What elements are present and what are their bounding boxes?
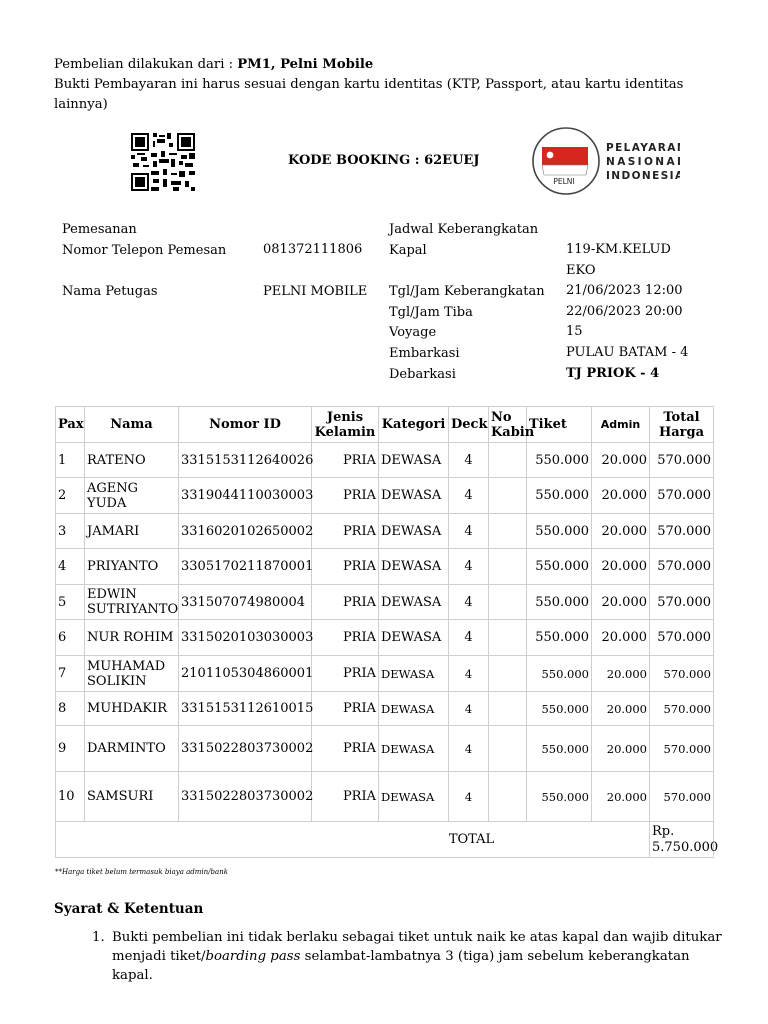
cell-kabin — [489, 585, 527, 620]
cell-total: 570.000 — [650, 692, 714, 726]
depart-value: 21/06/2023 12:00 — [566, 283, 683, 299]
pelni-logo — [530, 125, 680, 197]
purchase-source: PM1, Pelni Mobile — [237, 57, 374, 72]
cell-kabin — [489, 478, 527, 514]
cell-total: 570.000 — [650, 514, 714, 549]
cell-kategori: DEWASA — [379, 443, 449, 478]
table-header-row — [56, 407, 714, 443]
cell-kategori: DEWASA — [379, 549, 449, 585]
cell-total: 570.000 — [650, 549, 714, 585]
depart-label: Tgl/Jam Keberangkatan — [389, 284, 545, 300]
ship-label: Kapal — [389, 242, 427, 258]
cell-pax: 1 — [56, 443, 85, 478]
cell-kabin — [489, 620, 527, 656]
embark-label: Embarkasi — [389, 345, 460, 361]
cell-tiket: 550.000 — [527, 692, 592, 726]
cell-kabin — [489, 656, 527, 692]
cell-kabin — [489, 726, 527, 772]
cell-pax: 2 — [56, 478, 85, 514]
cell-nomor-id: 331507074980004 — [179, 585, 312, 620]
table-row — [56, 549, 714, 585]
cell-nama: NUR ROHIM — [85, 620, 179, 656]
cell-admin: 20.000 — [592, 549, 650, 585]
cell-total: 570.000 — [650, 726, 714, 772]
cell-deck: 4 — [449, 514, 489, 549]
cell-kabin — [489, 692, 527, 726]
table-row — [56, 656, 714, 692]
cell-kategori: DEWASA — [379, 692, 449, 726]
cell-pax: 4 — [56, 549, 85, 585]
cell-tiket: 550.000 — [527, 443, 592, 478]
emblem-text: PELNI — [553, 177, 575, 186]
cell-nama: PRIYANTO — [85, 549, 179, 585]
header-kategori: Kategori — [379, 407, 449, 443]
table-row — [56, 726, 714, 772]
cell-jenis-kelamin: PRIA — [312, 726, 379, 772]
cell-nomor-id: 3315153112610015 — [179, 692, 312, 726]
cell-kategori: DEWASA — [379, 478, 449, 514]
table-row — [56, 585, 714, 620]
cell-admin: 20.000 — [592, 443, 650, 478]
table-row — [56, 514, 714, 549]
cell-nomor-id: 3315022803730002 — [179, 772, 312, 822]
cell-nama: SAMSURI — [85, 772, 179, 822]
cell-total: 570.000 — [650, 585, 714, 620]
cell-nama: JAMARI — [85, 514, 179, 549]
cell-pax: 3 — [56, 514, 85, 549]
voyage-value: 15 — [566, 324, 583, 340]
cell-nomor-id: 3315020103030003 — [179, 620, 312, 656]
cell-deck: 4 — [449, 656, 489, 692]
header-no-kabin: No Kabin — [489, 407, 527, 443]
cell-total: 570.000 — [650, 620, 714, 656]
cell-admin: 20.000 — [592, 514, 650, 549]
pelni-emblem-icon — [530, 125, 680, 197]
cell-kategori: DEWASA — [379, 620, 449, 656]
cell-nomor-id: 3316020102650002 — [179, 514, 312, 549]
cell-kategori: DEWASA — [379, 585, 449, 620]
booking-code: KODE BOOKING : 62EUEJ — [288, 153, 480, 168]
table-row — [56, 443, 714, 478]
cell-nama: MUHDAKIR — [85, 692, 179, 726]
cell-deck: 4 — [449, 443, 489, 478]
schedule-values — [566, 240, 688, 384]
cell-kabin — [489, 549, 527, 585]
cell-deck: 4 — [449, 585, 489, 620]
cell-deck: 4 — [449, 620, 489, 656]
cell-pax: 10 — [56, 772, 85, 822]
cell-kabin — [489, 443, 527, 478]
logo-line-1: PELAYARAN — [606, 142, 680, 154]
booking-info-title: Pemesanan — [62, 222, 137, 237]
total-value: Rp. 5.750.000 — [650, 822, 714, 858]
cell-jenis-kelamin: PRIA — [312, 772, 379, 822]
cell-deck: 4 — [449, 549, 489, 585]
cell-admin: 20.000 — [592, 692, 650, 726]
phone-value: 081372111806 — [263, 242, 363, 257]
arrive-value: 22/06/2023 20:00 — [566, 303, 683, 319]
total-label: TOTAL — [56, 822, 650, 858]
schedule-title: Jadwal Keberangkatan — [389, 222, 539, 237]
qr-code-icon — [131, 133, 195, 191]
cell-tiket: 550.000 — [527, 772, 592, 822]
ship-value-cont: EKO — [566, 262, 596, 278]
header-tiket: Tiket — [527, 407, 592, 443]
cell-jenis-kelamin: PRIA — [312, 620, 379, 656]
cell-kategori: DEWASA — [379, 656, 449, 692]
cell-pax: 6 — [56, 620, 85, 656]
terms-item-number: 1. — [92, 930, 105, 945]
logo-line-2: NASIONAL — [606, 156, 680, 168]
cell-kategori: DEWASA — [379, 514, 449, 549]
cell-jenis-kelamin: PRIA — [312, 692, 379, 726]
voyage-label: Voyage — [389, 325, 437, 341]
cell-admin: 20.000 — [592, 772, 650, 822]
cell-jenis-kelamin: PRIA — [312, 514, 379, 549]
disembark-label: Debarkasi — [389, 366, 456, 382]
cell-tiket: 550.000 — [527, 549, 592, 585]
cell-tiket: 550.000 — [527, 514, 592, 549]
cell-tiket: 550.000 — [527, 726, 592, 772]
phone-label: Nomor Telepon Pemesan — [62, 242, 227, 258]
cell-nomor-id: 2101105304860001 — [179, 656, 312, 692]
cell-jenis-kelamin: PRIA — [312, 549, 379, 585]
cell-total: 570.000 — [650, 478, 714, 514]
passenger-table — [55, 406, 719, 858]
cell-jenis-kelamin: PRIA — [312, 478, 379, 514]
cell-kategori: DEWASA — [379, 772, 449, 822]
table-row — [56, 620, 714, 656]
cell-kabin — [489, 514, 527, 549]
header-pax: Pax — [56, 407, 85, 443]
cell-kategori: DEWASA — [379, 726, 449, 772]
cell-nama: AGENG YUDA — [85, 478, 179, 514]
cell-tiket: 550.000 — [527, 585, 592, 620]
cell-nama: EDWIN SUTRIYANTO — [85, 585, 179, 620]
cell-total: 570.000 — [650, 443, 714, 478]
price-note: **Harga tiket belum termasuk biaya admin/bank — [55, 868, 228, 876]
cell-admin: 20.000 — [592, 656, 650, 692]
cell-pax: 7 — [56, 656, 85, 692]
officer-label: Nama Petugas — [62, 284, 158, 299]
cell-jenis-kelamin: PRIA — [312, 443, 379, 478]
arrive-label: Tgl/Jam Tiba — [389, 304, 473, 320]
terms-item — [94, 928, 724, 985]
table-row — [56, 692, 714, 726]
cell-jenis-kelamin: PRIA — [312, 656, 379, 692]
cell-nama: MUHAMAD SOLIKIN — [85, 656, 179, 692]
cell-kabin — [489, 772, 527, 822]
header-nama: Nama — [85, 407, 179, 443]
cell-pax: 9 — [56, 726, 85, 772]
officer-value: PELNI MOBILE — [263, 284, 368, 299]
cell-jenis-kelamin: PRIA — [312, 585, 379, 620]
cell-tiket: 550.000 — [527, 478, 592, 514]
cell-admin: 20.000 — [592, 726, 650, 772]
cell-deck: 4 — [449, 772, 489, 822]
cell-nomor-id: 3305170211870001 — [179, 549, 312, 585]
cell-admin: 20.000 — [592, 585, 650, 620]
table-total-row — [56, 822, 714, 858]
booking-info — [62, 220, 226, 261]
cell-pax: 8 — [56, 692, 85, 726]
cell-tiket: 550.000 — [527, 656, 592, 692]
header-total-harga: Total Harga — [650, 407, 714, 443]
cell-nama: DARMINTO — [85, 726, 179, 772]
header-nomor-id: Nomor ID — [179, 407, 312, 443]
header-deck: Deck — [449, 407, 489, 443]
cell-nomor-id: 3319044110030003 — [179, 478, 312, 514]
cell-admin: 20.000 — [592, 478, 650, 514]
cell-deck: 4 — [449, 726, 489, 772]
cell-deck: 4 — [449, 692, 489, 726]
header-jenis-kelamin: Jenis Kelamin — [312, 407, 379, 443]
embark-value: PULAU BATAM - 4 — [566, 344, 689, 360]
cell-deck: 4 — [449, 478, 489, 514]
cell-nama: RATENO — [85, 443, 179, 478]
disembark-value: TJ PRIOK - 4 — [566, 365, 660, 381]
table-row — [56, 478, 714, 514]
cell-total: 570.000 — [650, 772, 714, 822]
logo-line-3: INDONESIA — [606, 170, 680, 182]
cell-nomor-id: 3315153112640026 — [179, 443, 312, 478]
terms-title: Syarat & Ketentuan — [54, 901, 204, 917]
terms-item-text: Bukti pembelian ini tidak berlaku sebagai tiket untuk naik ke atas kapal dan wajib ditukar menjadi tiket/boarding pass selambat-lambatnya 3 (tiga) jam sebelum keberangkatan kapal. — [112, 930, 722, 983]
purchase-source-line: Pembelian dilakukan dari : PM1, Pelni Mobile — [54, 57, 374, 72]
cell-pax: 5 — [56, 585, 85, 620]
identity-notice: Bukti Pembayaran ini harus sesuai dengan kartu identitas (KTP, Passport, atau kartu identitas lainnya) — [54, 77, 684, 112]
ship-value: 119-KM.KELUD — [566, 242, 671, 257]
cell-total: 570.000 — [650, 656, 714, 692]
cell-nomor-id: 3315022803730002 — [179, 726, 312, 772]
table-row — [56, 772, 714, 822]
cell-admin: 20.000 — [592, 620, 650, 656]
purchase-info — [54, 55, 694, 115]
schedule-labels — [389, 220, 545, 385]
cell-tiket: 550.000 — [527, 620, 592, 656]
header-admin: Admin — [592, 407, 650, 443]
